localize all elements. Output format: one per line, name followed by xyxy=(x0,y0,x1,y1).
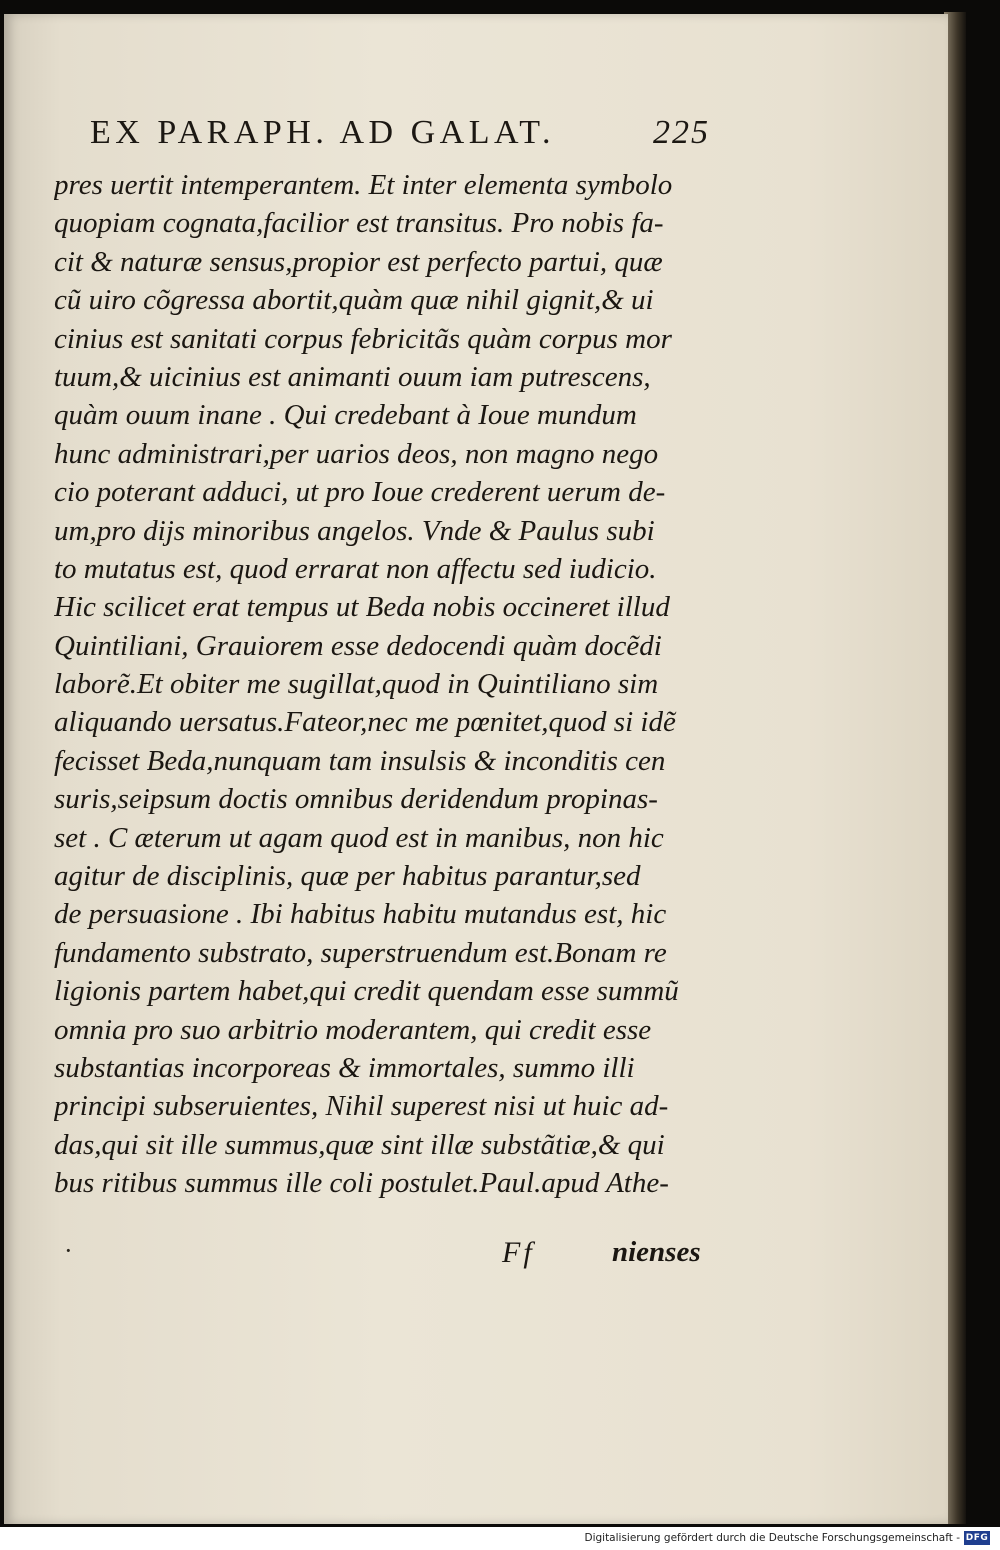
page-number: 225 xyxy=(653,114,710,151)
text-line: bus ritibus summus ille coli postulet.Paul.apud Athe- xyxy=(54,1167,669,1200)
text-line: cũ uiro cõgressa abortit,quàm quæ nihil gignit,& ui xyxy=(54,284,654,317)
funding-credit: Digitalisierung gefördert durch die Deutsche Forschungsgemeinschaft - xyxy=(584,1532,960,1544)
text-line: tuum,& uicinius est animanti ouum iam putrescens, xyxy=(54,360,651,393)
text-line: principi subseruientes, Nihil superest nisi ut huic ad- xyxy=(54,1090,669,1123)
running-head xyxy=(90,114,710,162)
text-line: suris,seipsum doctis omnibus deridendum propinas- xyxy=(54,783,658,816)
text-line: pres uertit intemperantem. Et inter elementa symbolo xyxy=(54,169,673,201)
dfg-logo-icon: DFG xyxy=(965,1533,989,1543)
text-line: Quintiliani, Grauiorem esse dedocendi quàm docẽdi xyxy=(54,629,662,662)
running-head-title: EX PARAPH. AD GALAT. xyxy=(90,114,555,151)
text-line: das,qui sit ille summus,quæ sint illæ substãtiæ,& qui xyxy=(54,1128,665,1161)
text-line: quàm ouum inane . Qui credebant à Ioue mundum xyxy=(54,399,637,432)
text-line: hunc administrari,per uarios deos, non magno nego xyxy=(54,437,659,470)
body-text xyxy=(54,166,704,1203)
text-line: cio poterant adduci, ut pro Ioue crederent uerum de- xyxy=(54,476,666,509)
footer-mark: · xyxy=(64,1236,73,1265)
page-footer xyxy=(64,1236,714,1276)
text-line: set . C æterum ut agam quod est in manibus, non hic xyxy=(54,821,664,854)
book-page xyxy=(4,14,948,1524)
text-line: laborẽ.Et obiter me sugillat,quod in Quintiliano sim xyxy=(54,668,659,701)
text-line: um,pro dijs minoribus angelos. Vnde & Paulus subi xyxy=(54,514,655,547)
text-line: ligionis partem habet,qui credit quendam esse summũ xyxy=(54,975,679,1008)
text-line: quopiam cognata,facilior est transitus. Pro nobis fa- xyxy=(54,207,664,240)
credit-bar xyxy=(0,1527,1000,1550)
text-line: agitur de disciplinis, quæ per habitus parantur,sed xyxy=(54,860,641,893)
text-line: aliquando uersatus.Fateor,nec me pœnitet,quod si idẽ xyxy=(54,706,676,739)
text-line: to mutatus est, quod errarat non affectu sed iudicio. xyxy=(54,552,657,585)
catchword: nienses xyxy=(612,1236,701,1268)
text-line: fundamento substrato, superstruendum est.Bonam re xyxy=(54,936,667,969)
text-line: cit & naturæ sensus,propior est perfecto partui, quæ xyxy=(54,245,663,278)
text-line: de persuasione . Ibi habitus habitu mutandus est, hic xyxy=(54,898,667,931)
text-line: omnia pro suo arbitrio moderantem, qui credit esse xyxy=(54,1013,652,1046)
text-line: substantias incorporeas & immortales, summo illi xyxy=(54,1051,635,1084)
text-line: fecisset Beda,nunquam tam insulsis & inconditis cen xyxy=(54,744,666,777)
signature-mark: Ff xyxy=(502,1236,535,1269)
text-line: Hic scilicet erat tempus ut Beda nobis occineret illud xyxy=(54,591,670,624)
text-line: cinius est sanitati corpus febricitãs quàm corpus mor xyxy=(54,322,672,355)
